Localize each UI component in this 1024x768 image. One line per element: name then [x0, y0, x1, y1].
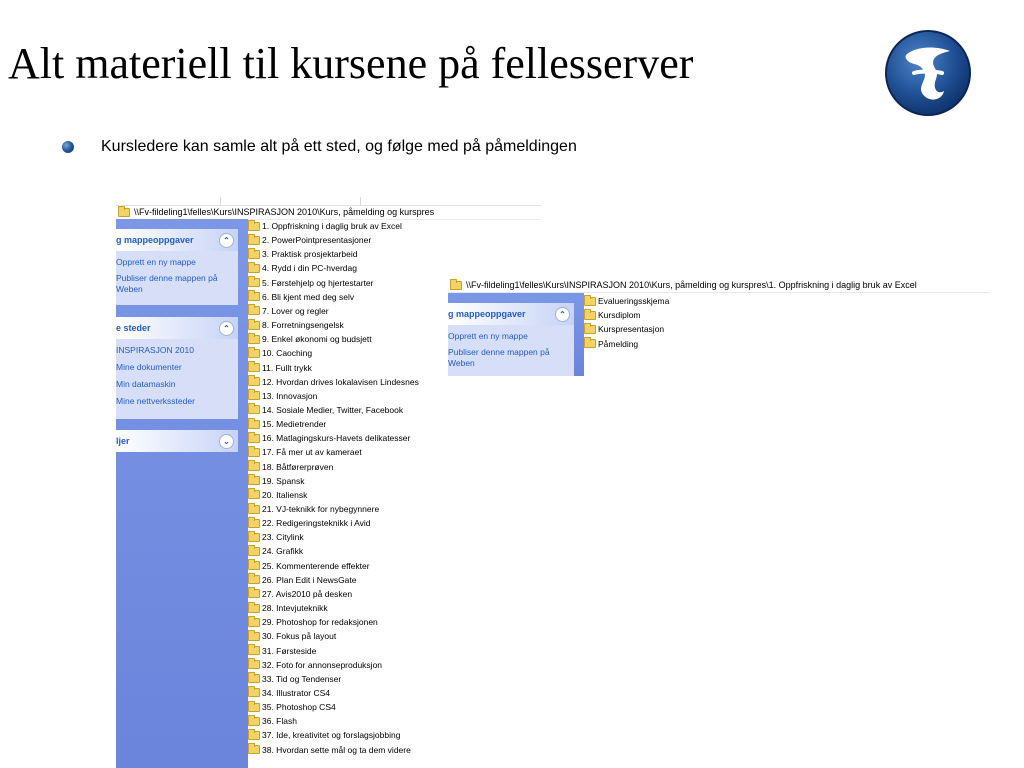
- folder-label: 23. Citylink: [262, 532, 304, 543]
- folder-label: 3. Praktisk prosjektarbeid: [262, 249, 358, 260]
- panel-header[interactable]: [116, 430, 238, 452]
- folder-label: 15. Medietrender: [262, 419, 327, 430]
- folder-label: Evalueringsskjema: [598, 296, 670, 306]
- folder-icon: [248, 604, 260, 613]
- panel-header[interactable]: [448, 303, 574, 325]
- folder-icon: [248, 377, 260, 386]
- folder-label: 18. Båtførerprøven: [262, 461, 334, 472]
- folder-icon: [248, 462, 260, 471]
- folder-icon: [248, 292, 260, 301]
- folder-label: 22. Redigeringsteknikk i Avid: [262, 518, 371, 529]
- folder-icon: [248, 731, 260, 740]
- panel-header[interactable]: [116, 229, 238, 251]
- panel-title: g mappeoppgaver: [448, 309, 526, 319]
- place-link[interactable]: Mine dokumenter: [116, 362, 182, 372]
- chevron-up-double-icon[interactable]: ⌃: [555, 307, 570, 322]
- folder-item[interactable]: [248, 247, 357, 261]
- folder-item[interactable]: [248, 417, 326, 431]
- file-tasks-panel: [448, 303, 574, 376]
- folder-label: 2. PowerPointpresentasjoner: [262, 235, 372, 246]
- folder-label: 38. Hvordan sette mål og ta dem videre: [262, 744, 411, 755]
- folder-icon: [248, 405, 260, 414]
- task-pane: [448, 293, 584, 376]
- new-folder-link[interactable]: Opprett en ny mappe: [448, 331, 528, 341]
- folder-icon: [248, 250, 260, 259]
- folder-label: 1. Oppfriskning i daglig bruk av Excel: [262, 221, 402, 231]
- folder-item[interactable]: [248, 728, 400, 742]
- folder-icon: [584, 297, 596, 306]
- folder-label: 33. Tid og Tendenser: [262, 673, 342, 684]
- folder-item[interactable]: [248, 276, 374, 290]
- folder-icon: [584, 339, 596, 348]
- folder-label: Kursdiplom: [598, 310, 641, 321]
- folder-item[interactable]: [248, 474, 305, 488]
- folder-item[interactable]: [248, 672, 341, 686]
- folder-label: 4. Rydd i din PC-hverdag: [262, 263, 357, 274]
- folder-icon: [248, 278, 260, 287]
- folder-label: 25. Kommenterende effekter: [262, 560, 370, 571]
- folder-icon: [248, 363, 260, 372]
- folder-icon: [248, 703, 260, 712]
- folder-item[interactable]: [248, 219, 402, 233]
- folder-item[interactable]: [248, 375, 419, 389]
- folder-label: 24. Grafikk: [262, 546, 304, 557]
- folder-icon: [248, 448, 260, 457]
- folder-label: 13. Innovasjon: [262, 390, 318, 401]
- folder-label: 30. Fokus på layout: [262, 631, 337, 642]
- folder-label: 16. Matlagingskurs-Havets delikatesser: [262, 433, 411, 444]
- folder-icon: [248, 222, 260, 231]
- folder-item[interactable]: [248, 318, 344, 332]
- folder-icon: [248, 674, 260, 683]
- folder-label: 29. Photoshop for redaksjonen: [262, 617, 378, 628]
- folder-item[interactable]: [584, 322, 664, 336]
- address-path: \\Fv-fildeling1\felles\Kurs\INSPIRASJON 2010\Kurs, påmelding og kurspres: [134, 207, 435, 217]
- folder-icon: [248, 306, 260, 315]
- folder-item[interactable]: [248, 488, 307, 502]
- folder-label: 35. Photoshop CS4: [262, 702, 336, 713]
- address-bar[interactable]: [448, 278, 990, 293]
- folder-item[interactable]: [248, 573, 357, 587]
- folder-icon: [248, 561, 260, 570]
- folder-item[interactable]: [248, 389, 317, 403]
- folder-label: Påmelding: [598, 338, 639, 349]
- folder-item[interactable]: [248, 431, 410, 445]
- folder-label: 27. Avis2010 på desken: [262, 588, 353, 599]
- folder-label: 37. Ide, kreativitet og forslagsjobbing: [262, 730, 401, 741]
- folder-item[interactable]: [584, 308, 641, 322]
- folder-item[interactable]: [248, 559, 370, 573]
- stylized-f-logo-icon: [884, 29, 972, 117]
- folder-label: 36. Flash: [262, 716, 297, 727]
- folder-icon: [248, 335, 260, 344]
- folder-item[interactable]: [248, 361, 312, 375]
- folder-icon: [248, 349, 260, 358]
- folder-icon: [248, 505, 260, 514]
- explorer-window-sub: [448, 272, 990, 376]
- folder-icon: [450, 281, 462, 290]
- address-bar[interactable]: [116, 205, 541, 220]
- blue-sphere-bullet-icon: [62, 141, 74, 153]
- folder-item[interactable]: [248, 233, 371, 247]
- folder-icon: [248, 745, 260, 754]
- folder-item[interactable]: [584, 294, 669, 308]
- folder-item[interactable]: [584, 337, 638, 351]
- bullet-point: [62, 136, 577, 158]
- folder-icon: [248, 646, 260, 655]
- folder-icon: [248, 420, 260, 429]
- folder-item[interactable]: [248, 544, 303, 558]
- folder-label: 19. Spansk: [262, 475, 305, 486]
- publish-web-link[interactable]: Publiser denne mappen på Weben: [448, 347, 550, 368]
- folder-icon: [248, 589, 260, 598]
- folder-item[interactable]: [248, 332, 372, 346]
- chevron-down-double-icon[interactable]: ⌄: [219, 434, 234, 449]
- folder-item[interactable]: [248, 601, 328, 615]
- folder-label: 5. Førstehjelp og hjertestarter: [262, 277, 374, 288]
- place-link[interactable]: Mine nettverkssteder: [116, 396, 195, 406]
- folder-item[interactable]: [248, 644, 316, 658]
- other-places-panel: [116, 317, 238, 419]
- folder-item[interactable]: [248, 700, 336, 714]
- folder-label: 9. Enkel økonomi og budsjett: [262, 334, 372, 345]
- details-panel: [116, 430, 238, 452]
- folder-icon: [584, 311, 596, 320]
- folder-label: 28. Intevjuteknikk: [262, 603, 328, 614]
- folder-icon: [248, 688, 260, 697]
- folder-icon: [248, 391, 260, 400]
- folder-label: 14. Sosiale Medier, Twitter, Facebook: [262, 404, 404, 415]
- panel-title: g mappeoppgaver: [116, 235, 194, 245]
- folder-icon: [248, 575, 260, 584]
- folder-item[interactable]: [248, 615, 378, 629]
- folder-icon: [248, 547, 260, 556]
- task-pane: [116, 219, 248, 768]
- panel-header[interactable]: [116, 317, 238, 339]
- new-folder-link[interactable]: Opprett en ny mappe: [116, 257, 196, 267]
- folder-icon: [248, 434, 260, 443]
- folder-icon: [248, 618, 260, 627]
- folder-icon: [584, 325, 596, 334]
- folder-icon: [248, 660, 260, 669]
- folder-icon: [248, 717, 260, 726]
- folder-label: 12. Hvordan drives lokalavisen Lindesnes: [262, 376, 419, 387]
- folder-item[interactable]: [248, 714, 297, 728]
- folder-item[interactable]: [248, 346, 312, 360]
- folder-label: 32. Foto for annonseproduksjon: [262, 659, 383, 670]
- folder-item[interactable]: [248, 502, 379, 516]
- folder-label: 8. Forretningsengelsk: [262, 320, 344, 331]
- folder-label: Kurspresentasjon: [598, 324, 665, 335]
- folder-item[interactable]: [248, 658, 382, 672]
- folder-item[interactable]: [248, 686, 330, 700]
- panel-title: ljer: [116, 436, 130, 446]
- folder-icon: [248, 264, 260, 273]
- folder-item[interactable]: [248, 587, 352, 601]
- slide-title: Alt materiell til kursene på fellesserver: [8, 39, 694, 88]
- bullet-text: Kursledere kan samle alt på ett sted, og følge med på påmeldingen: [101, 138, 577, 155]
- folder-label: 10. Caoching: [262, 348, 313, 359]
- folder-icon: [248, 321, 260, 330]
- folder-icon: [248, 533, 260, 542]
- folder-item[interactable]: [248, 516, 371, 530]
- folder-item[interactable]: [248, 403, 403, 417]
- folder-label: 6. Bli kjent med deg selv: [262, 291, 355, 302]
- folder-icon: [248, 476, 260, 485]
- folder-icon: [248, 236, 260, 245]
- folder-item[interactable]: [248, 530, 304, 544]
- folder-item[interactable]: [248, 304, 329, 318]
- folder-icon: [248, 490, 260, 499]
- folder-label: 26. Plan Edit i NewsGate: [262, 574, 357, 585]
- panel-title: e steder: [116, 323, 151, 333]
- folder-icon: [248, 632, 260, 641]
- folder-icon: [248, 519, 260, 528]
- folder-item[interactable]: [248, 629, 336, 643]
- folder-label: 17. Få mer ut av kameraet: [262, 447, 362, 458]
- place-link[interactable]: INSPIRASJON 2010: [116, 345, 194, 355]
- folder-label: 31. Førsteside: [262, 645, 317, 656]
- folder-label: 20. Italiensk: [262, 489, 308, 500]
- chevron-up-double-icon[interactable]: ⌃: [219, 321, 234, 336]
- folder-label: 7. Lover og regler: [262, 305, 329, 316]
- folder-label: 34. Illustrator CS4: [262, 687, 331, 698]
- folder-item[interactable]: [248, 261, 357, 275]
- folder-item[interactable]: [248, 460, 333, 474]
- folder-item[interactable]: [248, 743, 411, 757]
- publish-web-link[interactable]: Publiser denne mappen på Weben: [116, 273, 218, 294]
- chevron-up-double-icon[interactable]: ⌃: [219, 233, 234, 248]
- file-tasks-panel: [116, 229, 238, 305]
- folder-item[interactable]: [248, 290, 354, 304]
- folder-label: 21. VJ-teknikk for nybegynnere: [262, 504, 380, 514]
- address-path: \\Fv-fildeling1\felles\Kurs\INSPIRASJON 2010\Kurs, påmelding og kurspres\1. Oppfriskning i daglig bruk av Excel: [466, 280, 917, 290]
- place-link[interactable]: Min datamaskin: [116, 379, 176, 389]
- folder-item[interactable]: [248, 445, 362, 459]
- folder-label: 11. Fullt trykk: [262, 362, 312, 373]
- folder-icon: [118, 208, 130, 217]
